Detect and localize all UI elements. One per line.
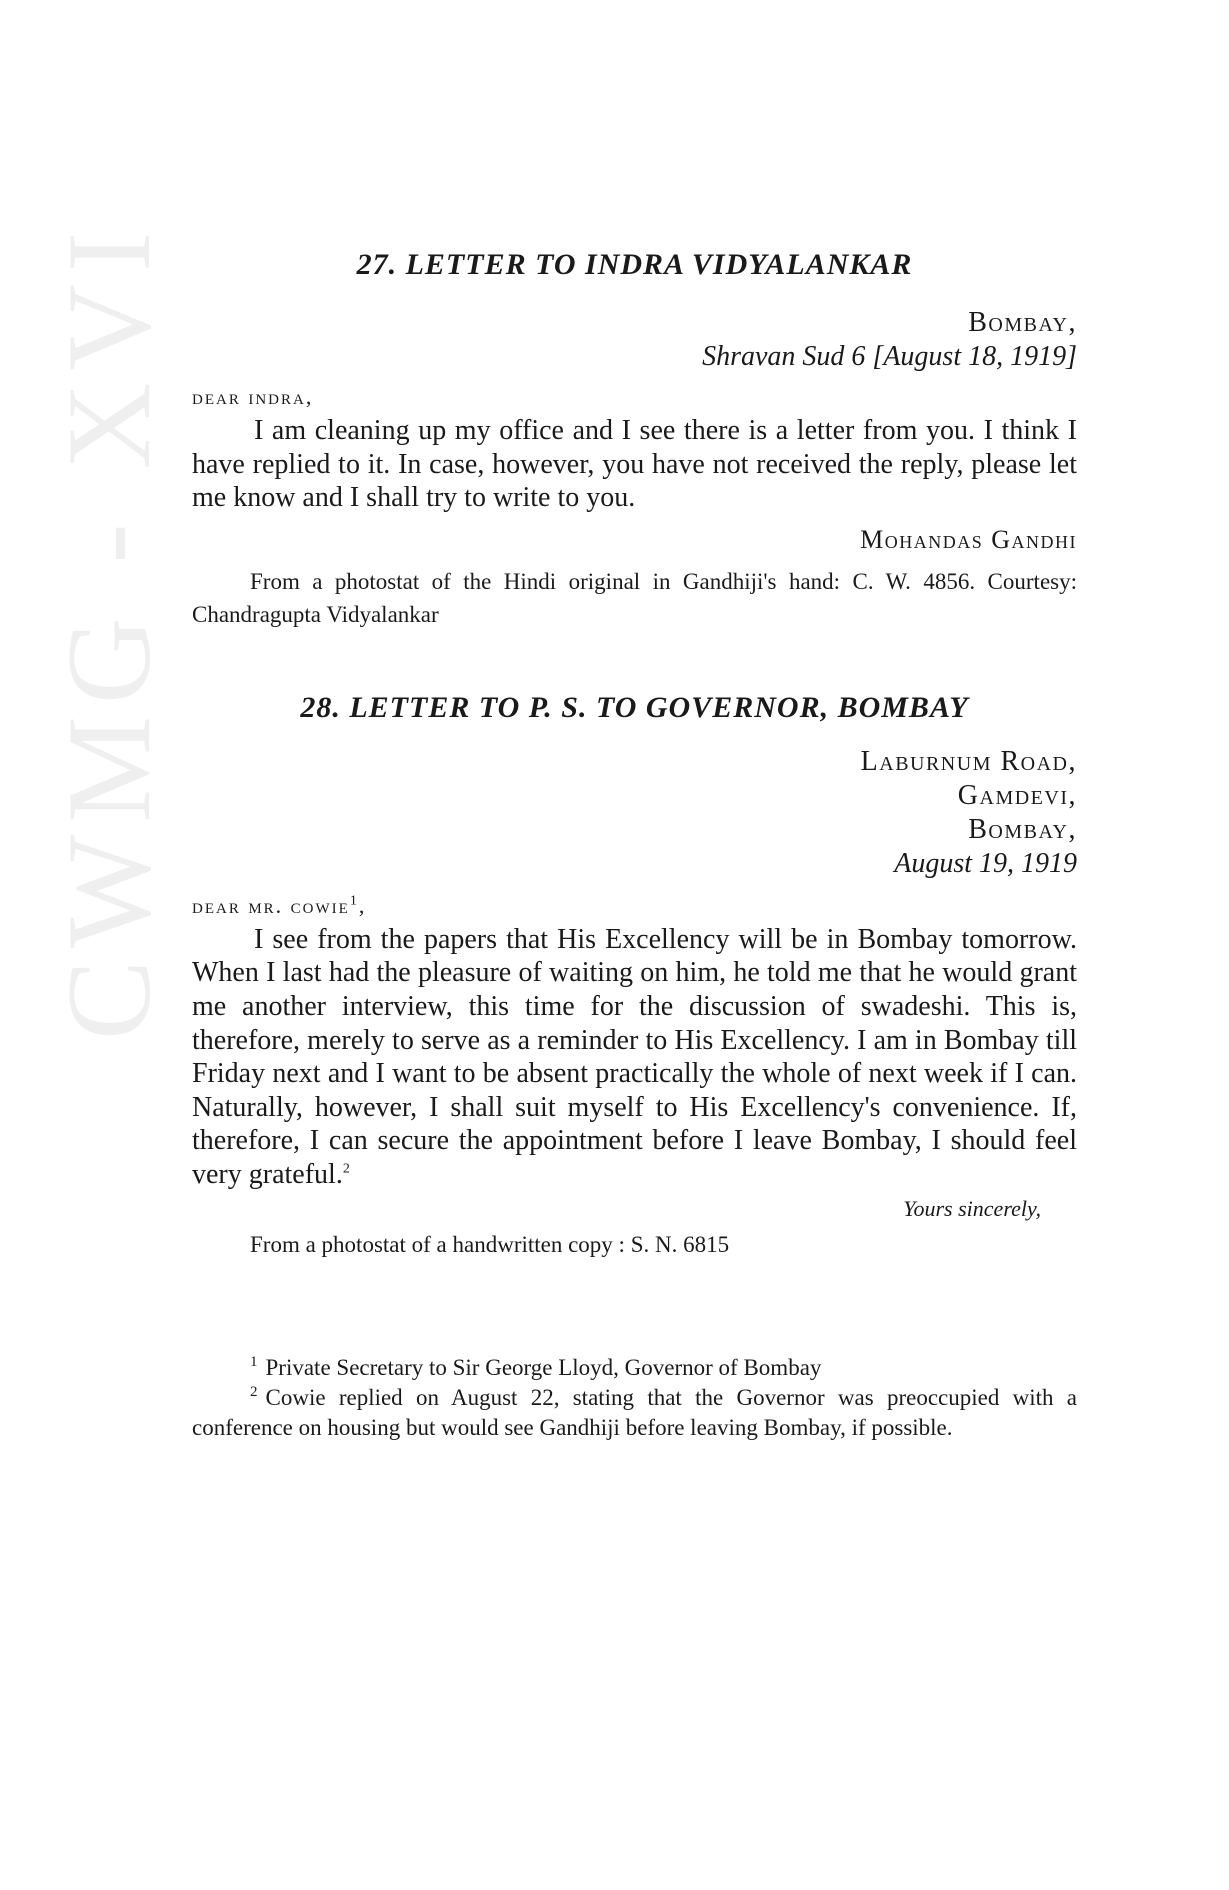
- letter-27-signature: Mohandas Gandhi: [860, 524, 1077, 554]
- footnote-ref-2[interactable]: 2: [342, 1161, 350, 1177]
- footnote-1-text: Private Secretary to Sir George Lloyd, Governor of Bombay: [265, 1354, 822, 1380]
- document-page: [192, 248, 1077, 1443]
- letter-28-salutation-comma: ,: [358, 892, 367, 918]
- letter-27-date: Shravan Sud 6 [August 18, 1919]: [702, 341, 1077, 372]
- footnote-2-mark: 2: [250, 1383, 258, 1400]
- footnote-1-mark: 1: [250, 1353, 258, 1370]
- letter-27: [192, 248, 1077, 631]
- footnote-2: [192, 1383, 1077, 1443]
- footnote-2-text: Cowie replied on August 22, stating that the Governor was preoccupied with a conference on housing but would see Gandhiji before leaving Bombay, if possible.: [192, 1384, 1077, 1440]
- letter-28-body-para: [192, 923, 1077, 1192]
- letter-27-place: Bombay,: [968, 307, 1077, 338]
- letter-28-title: 28. LETTER TO P. S. TO GOVERNOR, BOMBAY: [300, 690, 969, 724]
- letter-28-body: I see from the papers that His Excellency will be in Bombay tomorrow. When I last had the pleasure of waiting on him, he told me that he would grant me another interview, this time for the discussion of swadeshi. This is, therefore, merely to serve as a reminder to His Excellency. I am in Bombay till Friday next and I want to be absent practically the whole of next week if I can. Naturally, however, I shall suit myself to His Excellency's convenience. If, therefore, I can secure the appointment before I leave Bombay, I should feel very grateful.: [192, 923, 1077, 1190]
- letter-28-date: August 19, 1919: [894, 847, 1077, 879]
- letter-28-address: [192, 745, 1077, 881]
- letter-27-body: I am cleaning up my office and I see there is a letter from you. I think I have replied to it. In case, however, you have not received the reply, please let me know and I shall try to write to you.: [192, 415, 1077, 514]
- footnotes: [192, 1353, 1077, 1443]
- footnote-1: [192, 1353, 1077, 1383]
- letter-28: [192, 691, 1077, 1261]
- letter-28-source: From a photostat of a handwritten copy : S. N. 6815: [250, 1231, 730, 1257]
- letter-28-salutation: [192, 893, 1077, 919]
- letter-27-salutation: dear indra,: [192, 384, 314, 409]
- letter-28-closing: Yours sincerely,: [903, 1195, 1041, 1221]
- letter-27-source: From a photostat of the Hindi original in Gandhiji's hand: C. W. 4856. Courtesy: Chandragupta Vidyalankar: [192, 568, 1077, 627]
- watermark: CWMG - XVI: [42, 220, 175, 1040]
- letter-27-dateline: [192, 306, 1077, 374]
- letter-27-title: 27. LETTER TO INDRA VIDYALANKAR: [356, 248, 913, 281]
- letter-28-salutation-text: dear mr. cowie: [192, 892, 350, 918]
- letter-28-address-line3: Bombay,: [968, 813, 1077, 845]
- letter-28-address-line2: Gamdevi,: [957, 779, 1077, 811]
- letter-28-address-line1: Laburnum Road,: [860, 745, 1077, 777]
- footnote-ref-1[interactable]: 1: [349, 893, 359, 909]
